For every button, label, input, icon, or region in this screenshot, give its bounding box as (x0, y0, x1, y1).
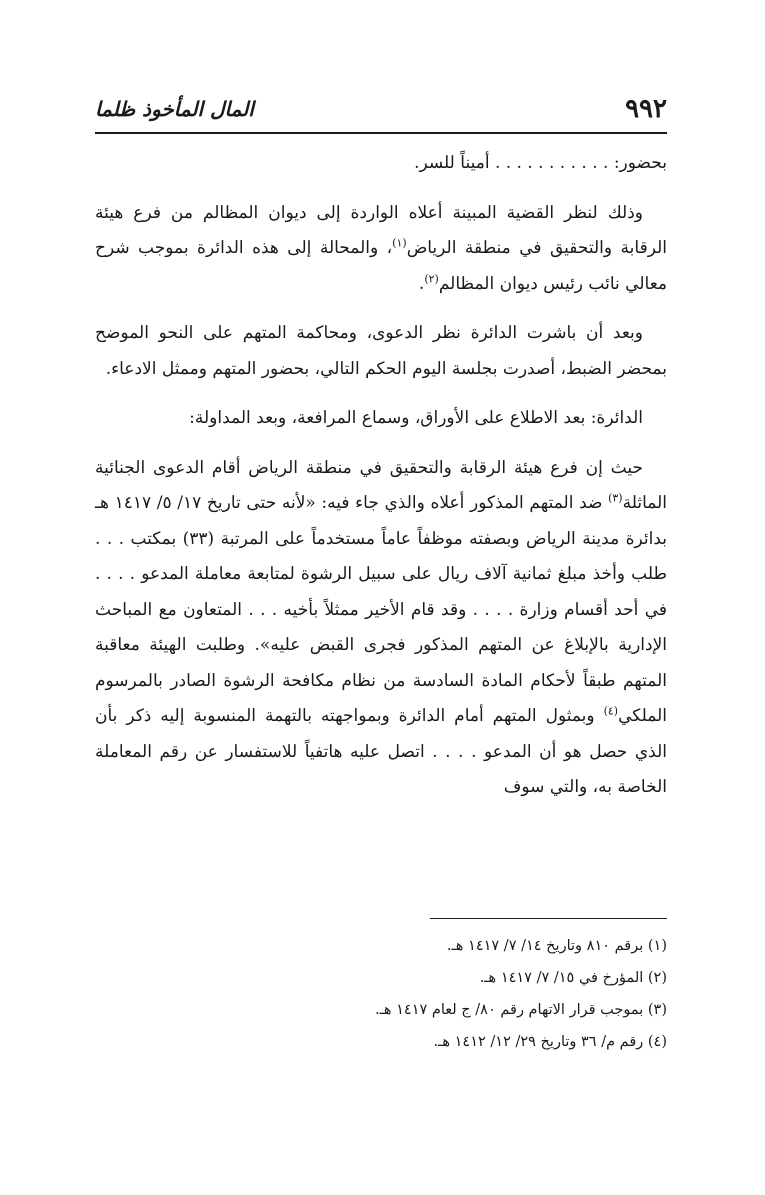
page-header (95, 92, 667, 126)
page-body (95, 146, 667, 806)
running-title: المال المأخوذ ظلما (95, 97, 254, 121)
paragraph-text: . (418, 273, 425, 294)
footnote-4: (٤) رقم م/ ٣٦ وتاريخ ٢٩/ ١٢/ ١٤١٢ هـ. (433, 1034, 667, 1050)
footnote-ref-2: (٢) (424, 271, 439, 285)
footnote-ref-3: (٣) (608, 491, 623, 505)
footnote-ref-4: (٤) (603, 704, 619, 718)
footnote-1: (١) برقم ٨١٠ وتاريخ ١٤/ ٧/ ١٤١٧ هـ. (446, 938, 667, 954)
footnote-2: (٢) المؤرخ في ١٥/ ٧/ ١٤١٧ هـ. (479, 970, 667, 986)
page-number: ٩٩٢ (625, 94, 667, 124)
paragraph-deliberation: الدائرة: بعد الاطلاع على الأوراق، وسماع المرافعة، وبعد المداولة: (189, 408, 643, 428)
paragraph-text: حيث إن فرع هيئة الرقابة والتحقيق في منطقة الرياض أقام الدعوى الجنائية الماثلة (95, 457, 667, 513)
paragraph-proceedings: وبعد أن باشرت الدائرة نظر الدعوى، ومحاكمة المتهم على النحو الموضح بمحضر الضبط، أصدرت بجلسة اليوم الحكم التالي، بحضور المتهم وممثل الادعاء. (95, 323, 667, 379)
paragraph-text: وذلك لنظر القضية المبينة أعلاه الواردة إلى ديوان المظالم من فرع هيئة الرقابة والتحقيق في منطقة الرياض (95, 202, 667, 258)
paragraph-case-intro (95, 196, 667, 303)
paragraph-text: ضد المتهم المذكور أعلاه والذي جاء فيه: «لأنه حتى تاريخ ١٧/ ٥/ ١٤١٧ هـ بدائرة مدينة الرياض وبصفته موظفاً عاماً مستخدماً على المرتبة (٣٣) بمكتب . . . طلب وأخذ مبلغ ثمانية آلاف ريال على سبيل الرشوة لمتابعة معاملة المدعو . . . . في أحد أقسام وزارة . . . . وقد قام الأخير ممثلاً بأخيه . . . المتعاون مع المباحث الإدارية بالإبلاغ عن المتهم المذكور فجرى القبض عليه». وطلبت الهيئة معاقبة المتهم طبقاً لأحكام المادة السادسة من نظام مكافحة الرشوة الصادر بالمرسوم الملكي (95, 493, 668, 726)
presence-line: بحضور: . . . . . . . . . . . أميناً للسر. (414, 153, 667, 173)
header-divider (95, 132, 667, 134)
paragraph-text: وبمثول المتهم أمام الدائرة وبمواجهته بالتهمة المنسوبة إليه ذكر بأن الذي حصل هو أن المدعو . . . . اتصل عليه هاتفياً للاستفسار عن رقم المعاملة الخاصة به، والتي سوف (95, 706, 667, 797)
paragraph-facts (95, 451, 667, 806)
footnote-divider (430, 918, 667, 919)
footnote-3: (٣) بموجب قرار الاتهام رقم ٨٠/ ج لعام ١٤١٧ هـ. (375, 1002, 667, 1018)
footnote-ref-1: (١) (392, 236, 407, 250)
footnotes (95, 930, 667, 1058)
paragraph-text: ، والمحالة إلى هذه الدائرة بموجب شرح معالي نائب رئيس ديوان المظالم (95, 238, 667, 294)
